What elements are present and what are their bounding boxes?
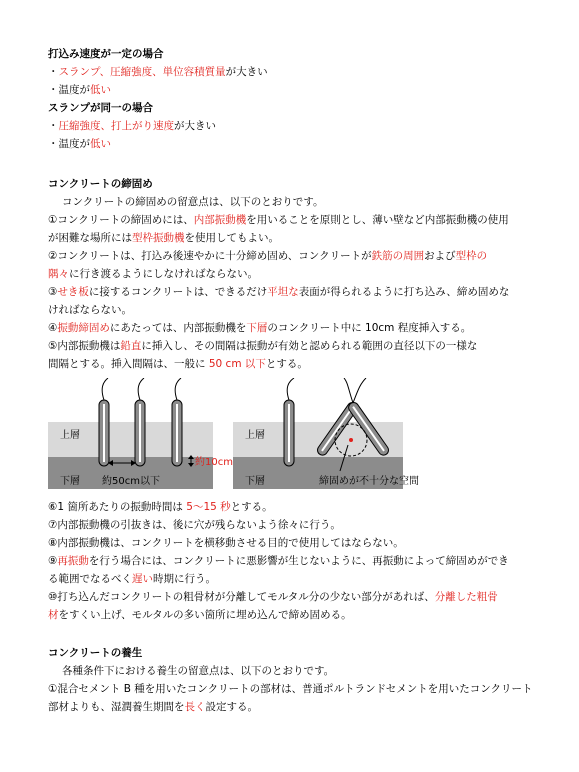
list-item: ・スランプ、圧縮強度、単位容積質量が大きい [48,66,268,78]
list-item: ・圧縮強度、打上がり速度が大きい [48,120,216,132]
paragraph: ②コンクリートは、打込み後速やかに十分締め固め、コンクリートが鉄筋の周囲および型枠の [48,250,488,262]
paragraph: ⑥1 箇所あたりの振動時間は 5～15 秒とする。 [48,501,273,513]
paragraph: ⑤内部振動機は鉛直に挿入し、その間隔は振動が有効と認められる範囲の直径以下の一様な [48,340,478,352]
label-lower-left: 下層 [60,476,80,487]
heading-compaction: コンクリートの締固め [48,178,153,190]
paragraph: ⑦内部振動機の引抜きは、後に穴が残らないよう徐々に行う。 [48,519,341,531]
label-lower-right: 下層 [245,476,265,487]
heading-pour-rate: 打込み速度が一定の場合 [48,48,164,60]
heading-curing: コンクリートの養生 [48,647,143,659]
label-insufficient: 締固めが不十分な空間 [319,476,419,487]
heading-same-slump: スランプが同一の場合 [48,102,153,114]
label-depth: 約10cm [195,457,233,468]
paragraph: ④振動締固めにあたっては、内部振動機を下層のコンクリート中に 10cm 程度挿入する。 [48,322,472,334]
paragraph: ③せき板に接するコンクリートは、できるだけ平坦な表面が得られるように打ち込み、締め固めな [48,286,510,298]
intro-text: 各種条件下における養生の留意点は、以下のとおりです。 [62,665,335,677]
vibrator-diagram [48,378,468,493]
intro-text: コンクリートの締固めの留意点は、以下のとおりです。 [62,196,324,208]
paragraph: ⑩打ち込んだコンクリートの粗骨材が分離してモルタル分の少ない部分があれば、分離した粗骨 [48,591,498,603]
label-spacing: 約50cm以下 [102,476,160,487]
label-upper-left: 上層 [60,430,80,441]
vibrator-left-3 [172,378,182,466]
paragraph: ①コンクリートの締固めには、内部振動機を用いることを原則とし、薄い壁など内部振動機の使用 [48,214,509,226]
void-center [349,438,353,442]
paragraph-cont: 部材よりも、湿潤養生期間を長く設定する。 [48,701,258,713]
paragraph-cont: 材をすくい上げ、モルタルの多い箇所に埋め込んで締め固める。 [48,609,352,621]
list-item: ・温度が低い [48,84,111,96]
paragraph-cont: 隅々に行き渡るようにしなければならない。 [48,268,258,280]
paragraph-cont: る範囲でなるべく遅い時期に行う。 [48,573,216,585]
paragraph: ⑨再振動を行う場合には、コンクリートに悪影響が生じないように、再振動によって締固めができ [48,555,509,567]
vibrator-left-1 [99,378,109,466]
paragraph-cont: が困難な場所には型枠振動機を使用してもよい。 [48,232,279,244]
paragraph: ①混合セメント B 種を用いたコンクリートの部材は、普通ポルトランドセメントを用いたコンクリート [48,683,533,695]
list-item: ・温度が低い [48,138,111,150]
paragraph-cont: 間隔とする。挿入間隔は、一般に 50 cm 以下とする。 [48,358,308,370]
label-upper-right: 上層 [245,430,265,441]
vibrator-right-1 [284,378,294,466]
paragraph: ⑧内部振動機は、コンクリートを横移動させる目的で使用してはならない。 [48,537,404,549]
paragraph-cont: ければならない。 [48,304,132,316]
vibrator-left-2 [135,378,145,466]
